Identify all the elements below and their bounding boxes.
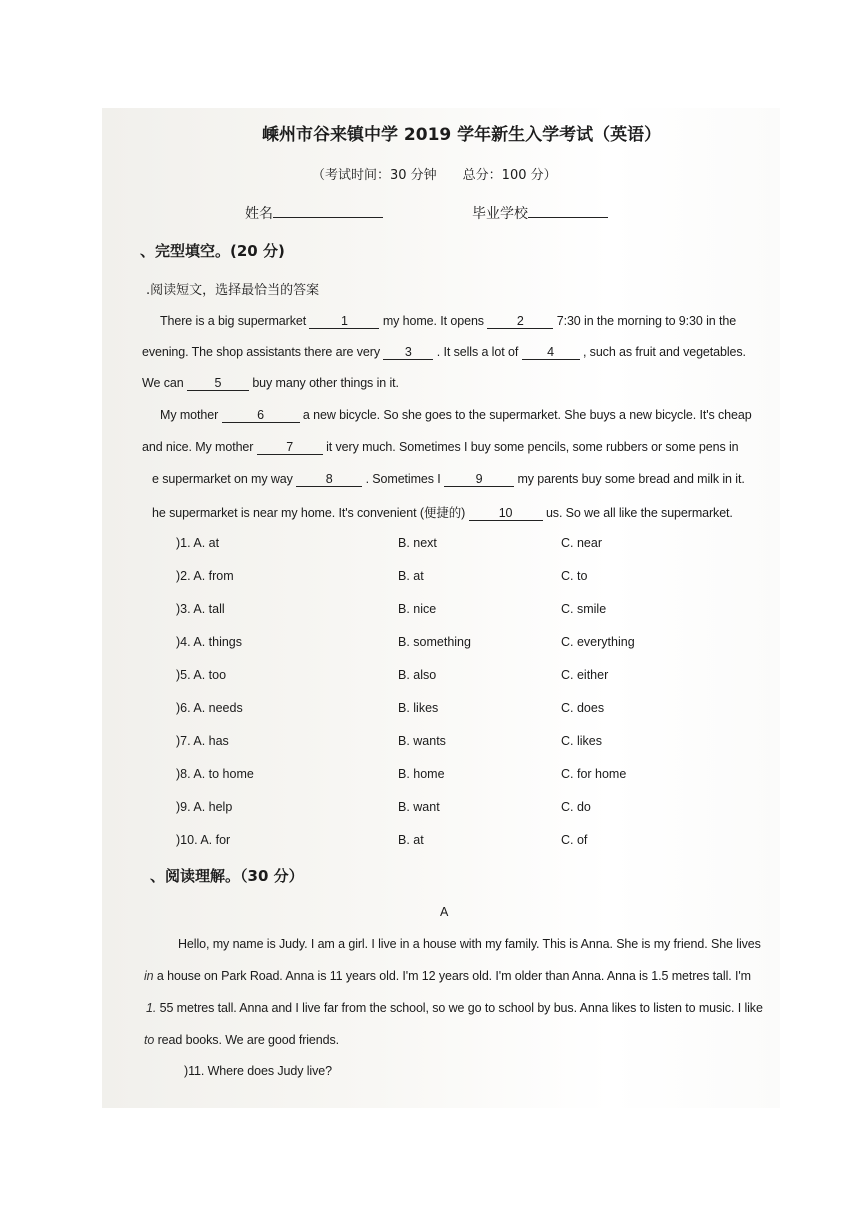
question-11[interactable]: )11. Where does Judy live? [184,1064,332,1078]
option-row-10-a[interactable]: )10. A. for [176,833,231,847]
cloze-line-5: and nice. My mother 7 it very much. Sometimes I buy some pencils, some rubbers or some pens in [142,440,739,454]
option-row-10-b[interactable]: B. at [398,833,424,847]
section1-heading: 、完型填空。(20 分) [140,242,285,260]
option-row-1-b[interactable]: B. next [398,536,437,550]
blank-9[interactable]: 9 [444,472,514,487]
cloze-line-3: We can 5 buy many other things in it. [142,376,399,390]
name-label: 姓名 [245,206,273,222]
cloze-line-2: evening. The shop assistants there are very 3 . It sells a lot of 4 , such as fruit and vegetables. [142,345,746,359]
option-row-7-b[interactable]: B. wants [398,734,446,748]
cloze-line-4: My mother 6 a new bicycle. So she goes to the supermarket. She buys a new bicycle. It's cheap [160,408,752,422]
name-blank[interactable] [273,203,383,218]
school-label: 毕业学校 [472,206,528,222]
option-row-9-c[interactable]: C. do [561,800,591,814]
option-row-3-b[interactable]: B. nice [398,602,437,616]
handwritten-note: 1. [146,1001,157,1015]
blank-10[interactable]: 10 [469,506,543,521]
blank-6[interactable]: 6 [222,408,300,423]
option-row-8-b[interactable]: B. home [398,767,445,781]
option-row-5-c[interactable]: C. either [561,668,609,682]
option-row-4-b[interactable]: B. something [398,635,471,649]
passage-line-4: to read books. We are good friends. [144,1033,340,1047]
exam-subtitle: （考试时间：30 分钟 总分：100 分） [312,168,557,183]
passage-line-1: Hello, my name is Judy. I am a girl. I live in a house with my family. This is Anna. She is my friend. She lives [178,937,761,951]
cloze-line-6: e supermarket on my way 8 . Sometimes I 9 my parents buy some bread and milk in it. [152,472,745,486]
option-row-4-a[interactable]: )4. A. things [176,635,243,649]
exam-title: 嵊州市谷来镇中学 2019 学年新生入学考试（英语） [262,125,662,145]
school-field [472,203,608,223]
option-row-8-c[interactable]: C. for home [561,767,627,781]
option-row-3-c[interactable]: C. smile [561,602,607,616]
option-row-6-b[interactable]: B. likes [398,701,439,715]
handwritten-note: to [144,1033,155,1047]
option-row-2-c[interactable]: C. to [561,569,588,583]
option-row-9-a[interactable]: )9. A. help [176,800,233,814]
option-row-7-c[interactable]: C. likes [561,734,602,748]
passage-label: A [440,905,449,919]
option-row-4-c[interactable]: C. everything [561,635,635,649]
section1-instruction: .阅读短文，选择最恰当的答案 [146,283,320,298]
option-row-7-a[interactable]: )7. A. has [176,734,229,748]
option-row-6-a[interactable]: )6. A. needs [176,701,243,715]
blank-2[interactable]: 2 [487,314,553,329]
option-row-9-b[interactable]: B. want [398,800,440,814]
option-row-10-c[interactable]: C. of [561,833,588,847]
handwritten-note: in [144,969,154,983]
option-row-5-a[interactable]: )5. A. too [176,668,227,682]
section2-heading: 、阅读理解。（30 分） [150,867,304,885]
blank-1[interactable]: 1 [309,314,379,329]
option-row-2-a[interactable]: )2. A. from [176,569,234,583]
exam-sheet [102,108,780,1108]
passage-line-3: 1. 55 metres tall. Anna and I live far from the school, so we go to school by bus. Anna likes to listen to music. I like [146,1001,763,1015]
blank-5[interactable]: 5 [187,376,249,391]
option-row-3-a[interactable]: )3. A. tall [176,602,225,616]
option-row-1-c[interactable]: C. near [561,536,602,550]
passage-line-2: in a house on Park Road. Anna is 11 years old. I'm 12 years old. I'm older than Anna. Anna is 1.5 metres tall. I'm [144,969,751,983]
option-row-5-b[interactable]: B. also [398,668,437,682]
cloze-line-1: There is a big supermarket 1 my home. It opens 2 7:30 in the morning to 9:30 in the [160,314,737,328]
blank-3[interactable]: 3 [383,345,433,360]
school-blank[interactable] [528,203,608,218]
option-row-6-c[interactable]: C. does [561,701,605,715]
option-row-8-a[interactable]: )8. A. to home [176,767,254,781]
blank-7[interactable]: 7 [257,440,323,455]
name-field [245,203,383,223]
cloze-line-7: he supermarket is near my home. It's convenient (便捷的) 10 us. So we all like the supermarket. [152,506,733,520]
option-row-1-a[interactable]: )1. A. at [176,536,220,550]
blank-4[interactable]: 4 [522,345,580,360]
blank-8[interactable]: 8 [296,472,362,487]
option-row-2-b[interactable]: B. at [398,569,424,583]
